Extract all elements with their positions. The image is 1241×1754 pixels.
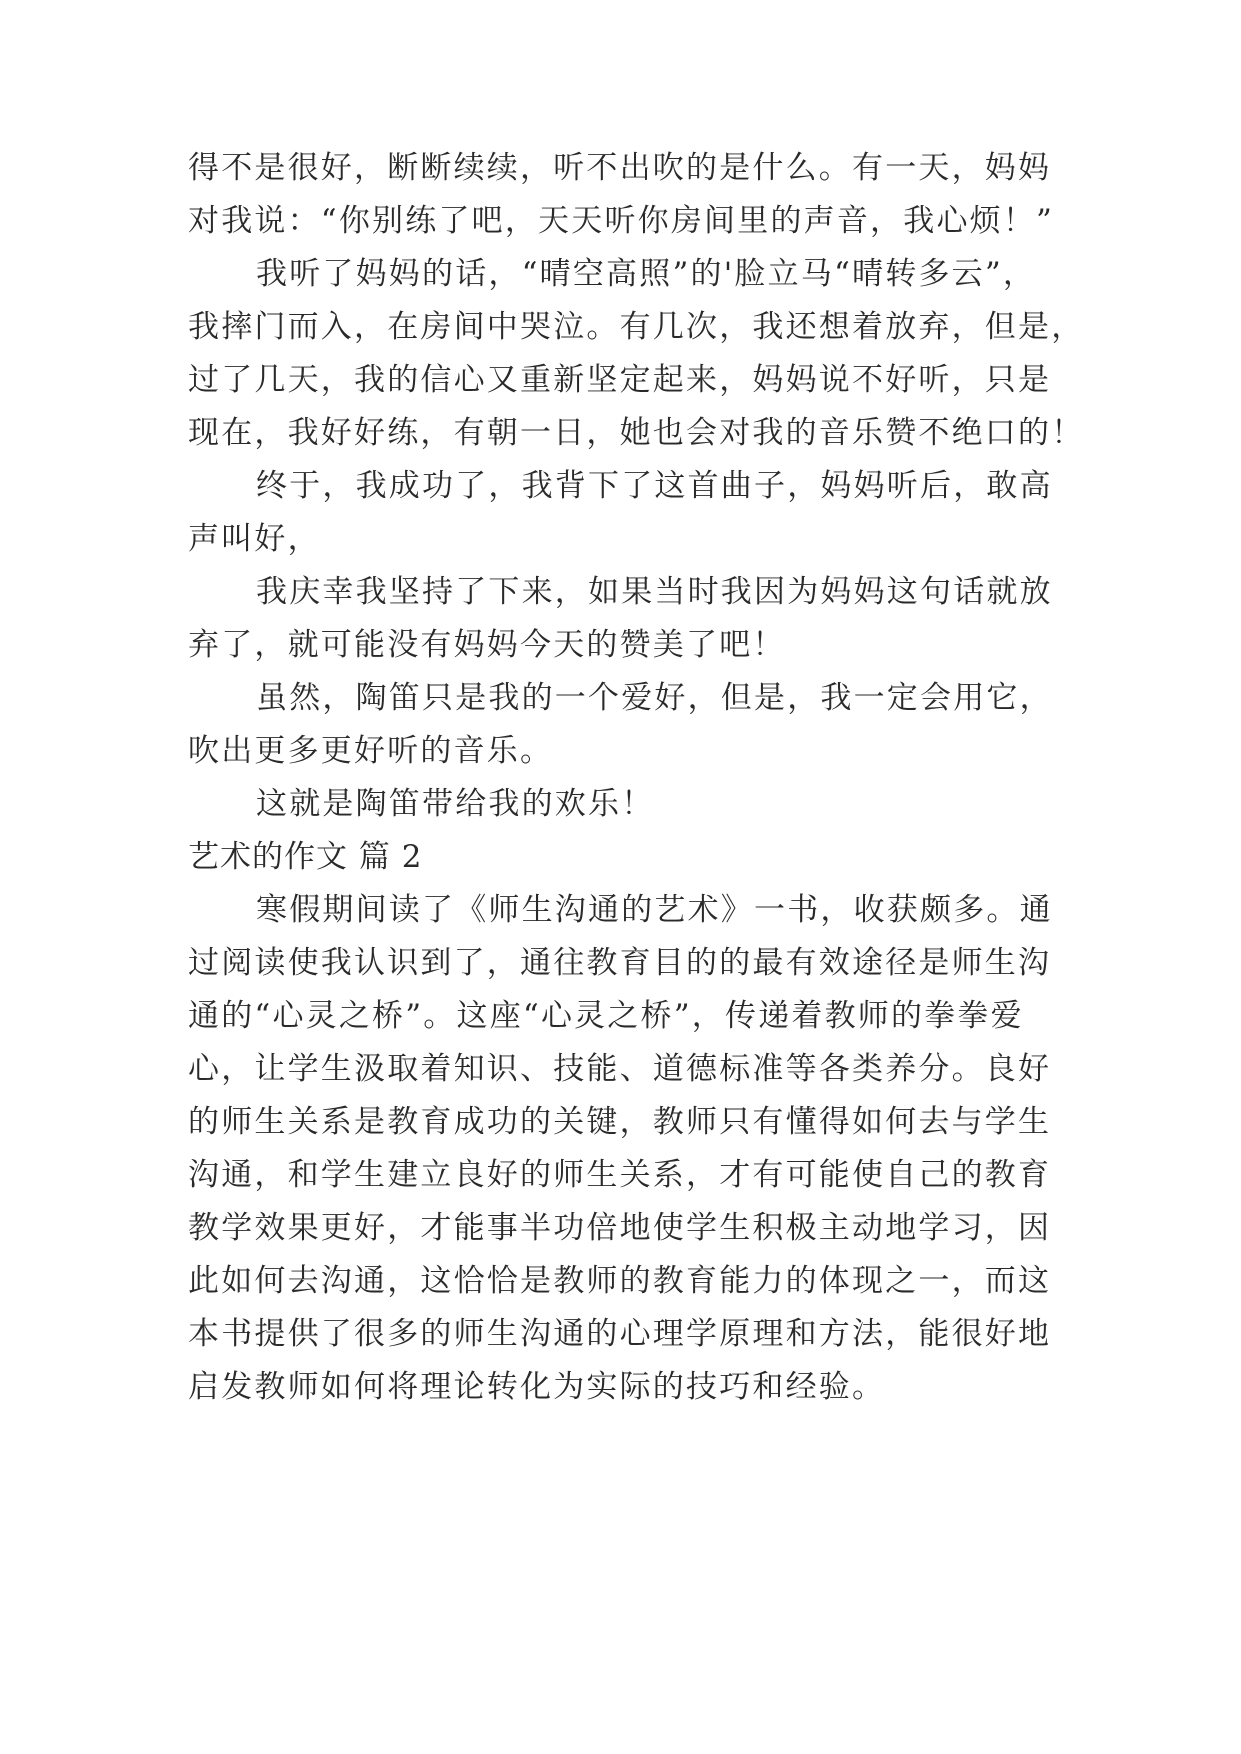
text-line: 过了几天，我的信心又重新坚定起来，妈妈说不好听，只是 — [188, 362, 1052, 398]
text-line: 启发教师如何将理论转化为实际的技巧和经验。 — [188, 1369, 886, 1405]
text-line: 本书提供了很多的师生沟通的心理学原理和方法，能很好地 — [188, 1316, 1052, 1352]
text-line: 声叫好， — [188, 521, 321, 557]
text-line: 此如何去沟通，这恰恰是教师的教育能力的体现之一，而这 — [188, 1263, 1052, 1299]
text-line: 教学效果更好，才能事半功倍地使学生积极主动地学习，因 — [188, 1210, 1052, 1246]
section-heading: 艺术的作文 篇 2 — [188, 839, 423, 875]
paragraph-start: 我听了妈妈的话，“晴空高照”的'脸立马“晴转多云”， — [256, 256, 1037, 292]
paragraph-start: 终于，我成功了，我背下了这首曲子，妈妈听后，敢高 — [256, 468, 1053, 504]
text-line: 得不是很好，断断续续，听不出吹的是什么。有一天，妈妈 — [188, 150, 1052, 186]
text-line: 对我说：“你别练了吧，天天听你房间里的声音，我心烦！” — [188, 203, 1055, 239]
text-line: 沟通，和学生建立良好的师生关系，才有可能使自己的教育 — [188, 1157, 1052, 1193]
text-line: 现在，我好好练，有朝一日，她也会对我的音乐赞不绝口的！ — [188, 415, 1085, 451]
paragraph-start: 寒假期间读了《师生沟通的艺术》一书，收获颇多。通 — [256, 892, 1053, 928]
paragraph-start: 这就是陶笛带给我的欢乐！ — [256, 786, 655, 822]
paragraph-start: 我庆幸我坚持了下来，如果当时我因为妈妈这句话就放 — [256, 574, 1053, 610]
text-line: 通的“心灵之桥”。这座“心灵之桥”，传递着教师的拳拳爱 — [188, 998, 1024, 1034]
paragraph-start: 虽然，陶笛只是我的一个爱好，但是，我一定会用它， — [256, 680, 1053, 716]
text-line: 我摔门而入，在房间中哭泣。有几次，我还想着放弃，但是， — [188, 309, 1085, 345]
text-line: 弃了，就可能没有妈妈今天的赞美了吧！ — [188, 627, 786, 663]
text-line: 的师生关系是教育成功的关键，教师只有懂得如何去与学生 — [188, 1104, 1052, 1140]
text-line: 心，让学生汲取着知识、技能、道德标准等各类养分。良好 — [188, 1051, 1052, 1087]
text-line: 吹出更多更好听的音乐。 — [188, 733, 554, 769]
text-line: 过阅读使我认识到了，通往教育目的的最有效途径是师生沟 — [188, 945, 1052, 981]
